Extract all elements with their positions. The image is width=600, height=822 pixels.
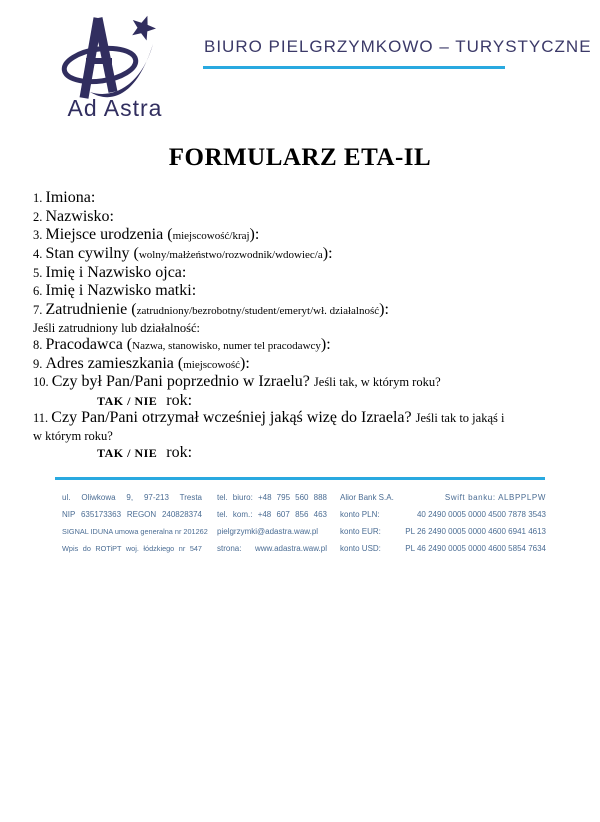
item-number: 9. [33,356,46,371]
footer-line: Wpis do ROTiPT woj. łódzkiego nr 547 [62,544,202,553]
bank-value: PL 26 2490 0005 0000 4600 6941 4613 [405,527,546,536]
footer-bank-line [340,523,546,540]
logo-star-icon [132,16,156,41]
form-line-text: Czy Pan/Pani otrzymał wcześniej jakąś wizę do Izraela? [51,408,416,426]
form-line-text: Nazwisko: [45,207,114,225]
logo-wordmark: Ad Astra [67,95,163,121]
bank-value: 40 2490 0005 0000 4500 7878 3543 [416,510,546,519]
footer-line: SIGNAL IDUNA umowa generalna nr 201262 [62,527,208,536]
footer-bank-line [340,506,546,523]
footer-rule [55,477,545,480]
item-number: 3. [33,228,46,243]
form-line-text: rok: [166,391,193,409]
form-line [33,264,585,283]
form-line-text: Jeśli zatrudniony lub działalność: [33,320,200,335]
answer-line [33,444,585,461]
form-line-text: Jeśli tak, w którym roku? [313,375,441,390]
footer-line: pielgrzymki@adastra.waw.pl [217,527,319,536]
footer-bank-line [340,489,546,506]
form-line-text: ): [322,245,333,263]
form-line-text: TAK / NIE [97,393,158,408]
item-number: 11. [33,410,52,425]
adastra-logo [50,12,180,104]
form-line-text: ): [379,301,389,319]
header-rule [203,66,505,69]
header-tagline: BIURO PIELGRZYMKOWO – TURYSTYCZNE [204,37,592,56]
form-line [33,282,585,301]
item-number: 10. [33,375,52,390]
footer-contact-column [217,489,327,557]
form-line [33,208,585,227]
form-line-text: miejscowość/kraj [172,230,250,243]
item-number: 1. [33,191,46,205]
bank-label: konto PLN: [340,510,380,519]
answer-line [33,392,585,409]
form-line [33,320,585,336]
form-line-text: zatrudniony/bezrobotny/student/emeryt/wł. działalność [136,305,380,318]
form-line [33,301,585,320]
footer-bank-column [340,489,546,557]
form-line-text: ): [320,335,331,353]
form-line-text: ): [249,226,260,244]
footer-address-column [62,489,208,557]
form-line-text: miejscowość [183,358,241,371]
form-line-text: Jeśli tak to jakąś i [415,410,505,425]
form-line-text: Zatrudnienie ( [45,301,137,319]
form-lines [33,189,585,461]
item-number: 5. [33,265,46,280]
form-line-text: Adres zamieszkania ( [45,354,184,372]
form-line-text: rok: [166,443,193,461]
form-line-text: Imię i Nazwisko matki: [45,282,197,300]
bank-value: PL 46 2490 0005 0000 4600 5854 7634 [405,544,546,553]
form-line [33,373,585,392]
bank-label: konto USD: [340,544,381,553]
form-line [33,355,585,374]
footer-line: NIP 635173363 REGON 240828374 [62,510,202,519]
form-line [33,189,585,208]
form-line-text: Imiona: [45,189,96,206]
item-number: 8. [33,337,46,352]
form-line-text: Imię i Nazwisko ojca: [45,263,187,281]
form-line-text: w którym roku? [33,428,113,443]
form-line [33,409,585,428]
form-line [33,336,585,355]
footer-bank-line [340,540,546,557]
item-number: 4. [33,247,46,262]
form-line-text: Nazwa, stanowisko, numer tel pracodawcy [132,339,321,352]
form-line-text: Czy był Pan/Pani poprzednio w Izraelu? [51,373,314,391]
form-line [33,245,585,264]
footer-line: tel. kom.: +48 607 856 463 [217,510,327,519]
footer-line: tel. biuro: +48 795 560 888 [217,493,327,502]
form-line [33,226,585,245]
form-title: FORMULARZ ETA-IL [168,144,432,171]
form-line [33,428,585,444]
form-line-text: wolny/małżeństwo/rozwodnik/wdowiec/a [138,249,323,262]
item-number: 7. [33,303,46,318]
form-line-text: Miejsce urodzenia ( [45,226,173,244]
bank-label: Alior Bank S.A. [340,493,394,502]
form-line-text: ): [240,354,250,372]
footer-line: strona: www.adastra.waw.pl [217,544,327,553]
bank-value: Swift banku: ALBPPLPW [444,493,546,502]
bank-label: konto EUR: [340,527,381,536]
form-line-text: Pracodawca ( [45,335,133,353]
item-number: 6. [33,284,46,299]
form-line-text: TAK / NIE [97,445,158,460]
form-line-text: Stan cywilny ( [45,245,139,263]
footer-line: ul. Oliwkowa 9, 97-213 Tresta [62,493,202,502]
item-number: 2. [33,209,46,224]
